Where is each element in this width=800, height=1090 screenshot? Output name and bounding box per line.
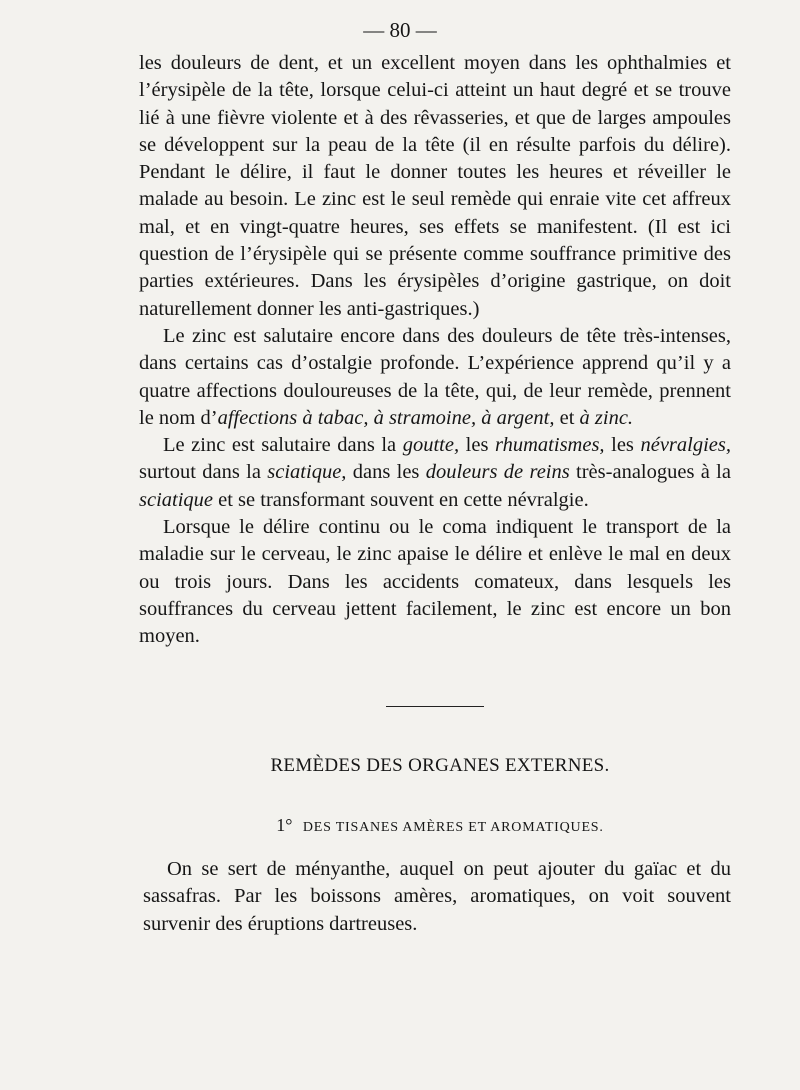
- text-run: Le zinc est salutaire dans la: [163, 434, 403, 457]
- subsection-title: DES TISANES AMÈRES ET AROMATIQUES.: [302, 820, 604, 835]
- subsection-number: 1°: [276, 815, 293, 835]
- italic-term: rhumatismes,: [495, 434, 605, 457]
- text-run: dans les: [346, 461, 426, 484]
- text-run: Le zinc est salutaire encore dans des douleurs de tête très-intenses, dans certains cas d’ostalgie profonde. L’expérience apprend qu’il y a quatre affections douloureuses de la tête, qui, de leur remède, prennent le nom d’: [139, 324, 731, 429]
- italic-term: sciatique,: [267, 461, 347, 484]
- paragraph: [139, 50, 731, 323]
- text-run: et: [554, 406, 580, 429]
- page-number: — 80 —: [363, 18, 437, 42]
- text-run: les: [459, 434, 496, 457]
- section-paragraph: On se sert de ményanthe, auquel on peut ajouter du gaïac et du sassafras. Par les boissons amères, aromatiques, on voit souvent survenir des éruptions dartreuses.: [143, 858, 731, 935]
- text-run: Lorsque le délire continu ou le coma indiquent le transport de la maladie sur le cerveau, le zinc apaise le délire et enlève le mal en deux ou trois jours. Dans les accidents comateux, dans lesquels les souffrances du cerveau jettent facilement, le zinc est encore un bon moyen.: [139, 516, 731, 648]
- subsection-heading: [0, 815, 800, 836]
- italic-term: à zinc.: [579, 406, 634, 429]
- text-run: surtout dans la: [139, 461, 268, 484]
- italic-term: sciatique: [139, 488, 214, 511]
- body-text: [139, 50, 731, 651]
- text-run: les douleurs de dent, et un excellent moyen dans les ophthalmies et l’érysipèle de la tête, lorsque celui-ci atteint un haut degré et se trouve lié à une fièvre violente et à des rêvasseries, et que de larges ampoules se développent sur la peau de la tête (il en résulte parfois du délire). Pendant le délire, il faut le donner toutes les heures et réveiller le malade au besoin. Le zinc est le seul remède qui enraie vite cet affreux mal, et en vingt-quatre heures, ses effets se manifestent. (Il est ici question de l’érysipèle qui se présente comme souffrance primitive des parties extérieures. Dans les érysipèles d’origine gastrique, on doit naturellement donner les anti-gastriques.): [139, 52, 731, 320]
- section-divider-rule: [386, 706, 484, 707]
- paragraph: [139, 514, 731, 650]
- section-heading: REMÈDES DES ORGANES EXTERNES.: [270, 755, 610, 776]
- paragraph: [139, 323, 731, 432]
- section-text: [143, 856, 731, 938]
- italic-term: goutte,: [402, 434, 460, 457]
- italic-term: névralgies,: [640, 434, 731, 457]
- text-run: et se transformant souvent en cette névralgie.: [213, 488, 589, 511]
- italic-term: affections à tabac, à stramoine, à argent,: [217, 406, 555, 429]
- paragraph: [139, 432, 731, 514]
- text-run: très-analogues à la: [569, 461, 731, 484]
- text-run: les: [604, 434, 641, 457]
- italic-term: douleurs de reins: [425, 461, 570, 484]
